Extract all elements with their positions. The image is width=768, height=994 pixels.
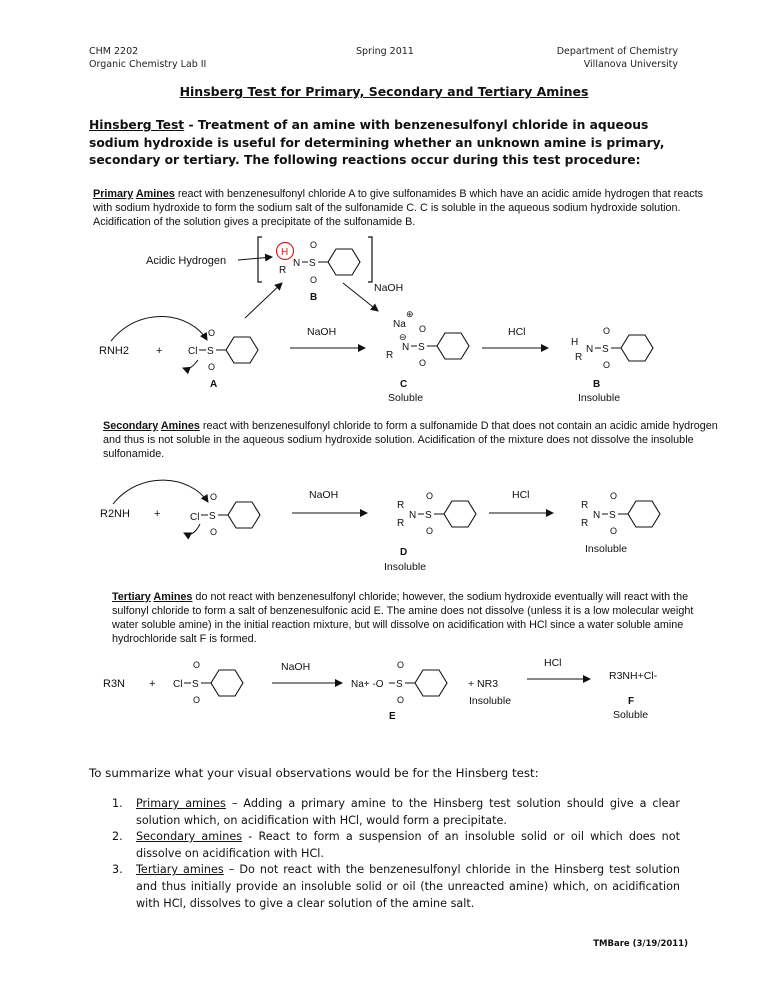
- list-text: - React to form a suspension of an insoluble solid or oil which does not dissolve on acidification with HCl.: [136, 830, 680, 860]
- label-a: A: [210, 379, 218, 390]
- s-atom: S: [209, 511, 216, 522]
- r-group: R: [386, 350, 394, 361]
- charge-plus: ⊕: [406, 309, 414, 319]
- summary-heading: To summarize what your visual observations would be for the Hinsberg test:: [89, 766, 539, 780]
- r-group: R: [581, 518, 589, 529]
- s-atom: S: [396, 679, 403, 690]
- o-atom: O: [426, 526, 434, 536]
- department: Department of Chemistry: [556, 46, 678, 57]
- r3nh-cl: R3NH+Cl-: [609, 670, 658, 682]
- o-atom: O: [397, 660, 405, 670]
- course-name: Organic Chemistry Lab II: [89, 59, 207, 70]
- benzene-ring: [228, 502, 260, 528]
- cl-atom: Cl: [190, 512, 200, 523]
- insoluble-label: Insoluble: [585, 543, 628, 555]
- hcl-label: HCl: [512, 489, 530, 501]
- tertiary-scheme: [103, 657, 658, 722]
- hcl-label: HCl: [508, 326, 526, 338]
- benzene-ring: [628, 501, 660, 527]
- label-d: D: [400, 547, 408, 558]
- primary-word1: Primary: [93, 188, 134, 200]
- secondary-scheme: [100, 480, 660, 573]
- list-item: [112, 796, 680, 829]
- nr3: + NR3: [468, 678, 499, 690]
- o-atom: O: [210, 492, 218, 502]
- intro-term: Hinsberg Test: [89, 118, 185, 132]
- benzene-ring: [444, 501, 476, 527]
- acidic-hydrogen-label: Acidic Hydrogen: [146, 255, 227, 267]
- o-atom: O: [610, 526, 618, 536]
- o-atom: O: [208, 362, 216, 372]
- hcl-label: HCl: [544, 657, 562, 669]
- h-atom: H: [571, 337, 579, 348]
- naoh-label: NaOH: [281, 661, 311, 673]
- label-f: F: [628, 696, 635, 707]
- secondary-word2: Amines: [160, 420, 200, 432]
- r-group: R: [397, 500, 405, 511]
- naoh-label: NaOH: [374, 282, 404, 294]
- plus: +: [156, 345, 163, 357]
- tertiary-word2: Amines: [153, 591, 193, 603]
- r-group: R: [575, 352, 583, 363]
- list-term: Primary amines: [136, 797, 226, 810]
- benzene-ring: [211, 670, 243, 696]
- benzene-ring: [415, 670, 447, 696]
- na-o: Na+ -O: [351, 679, 384, 690]
- insoluble-label: Insoluble: [384, 561, 427, 573]
- label-e: E: [389, 711, 396, 722]
- o-atom: O: [419, 358, 427, 368]
- o-atom: O: [193, 695, 201, 705]
- term: Spring 2011: [356, 46, 414, 57]
- list-text: – Do not react with the benzenesulfonyl chloride in the Hinsberg test solution and thus initially provide an insoluble solid or oil (the unreacted amine) which, on acidification with HCl, dissolves to give a clear solution of the amine salt.: [136, 863, 680, 910]
- primary-word2: Amines: [135, 188, 175, 200]
- list-number: 1.: [112, 797, 123, 810]
- primary-text: react with benzenesulfonyl chloride A to give sulfonamides B which have an acidic amide hydrogen that reacts with sodium hydroxide to form the sodium salt of the sulfonamide C. C is soluble in the aqueous sodium hydroxide solution. Acidification of the solution gives a precipitate of the sulfonamide B.: [93, 188, 703, 228]
- label-c: C: [400, 379, 408, 390]
- label-b: B: [310, 292, 318, 303]
- o-atom: O: [397, 695, 405, 705]
- summary-list: [112, 796, 680, 912]
- label-b: B: [593, 379, 601, 390]
- soluble-label: Soluble: [613, 709, 649, 721]
- rnh2: RNH2: [99, 345, 129, 357]
- insoluble-label: Insoluble: [469, 695, 512, 707]
- n-atom: N: [402, 342, 410, 353]
- o-atom: O: [603, 326, 611, 336]
- list-item: [112, 862, 680, 912]
- o-atom: O: [208, 328, 216, 338]
- n-atom: N: [586, 344, 594, 355]
- o-atom: O: [193, 660, 201, 670]
- footer-signature: TMBare (3/19/2011): [593, 939, 688, 949]
- page-title: Hinsberg Test for Primary, Secondary and Tertiary Amines: [179, 84, 589, 99]
- cl-atom: Cl: [173, 679, 183, 690]
- o-atom: O: [210, 527, 218, 537]
- plus: +: [154, 508, 161, 520]
- intro-text: - Treatment of an amine with benzenesulfonyl chloride in aqueous sodium hydroxide is useful for determining whether an unknown amine is primary, secondary or tertiary. The following reactions occur during this test procedure:: [89, 118, 665, 167]
- s-atom: S: [207, 346, 214, 357]
- course-code: CHM 2202: [89, 46, 139, 57]
- plus: +: [149, 678, 156, 690]
- tertiary-word1: Tertiary: [112, 591, 151, 603]
- o-atom: O: [603, 360, 611, 370]
- o-atom: O: [419, 324, 427, 334]
- s-atom: S: [602, 344, 609, 355]
- h-atom: H: [281, 247, 289, 258]
- naoh-label: NaOH: [309, 489, 339, 501]
- r3n: R3N: [103, 678, 126, 690]
- na-atom: Na: [393, 319, 406, 330]
- primary-scheme: [99, 237, 653, 404]
- s-atom: S: [425, 510, 432, 521]
- n-atom: N: [409, 510, 417, 521]
- list-text: – Adding a primary amine to the Hinsberg test solution should give a clear solution which, on acidification with HCl, would form a precipitate.: [136, 797, 681, 827]
- s-atom: S: [192, 679, 199, 690]
- university: Villanova University: [583, 59, 678, 70]
- list-term: Secondary amines: [136, 830, 243, 844]
- charge-minus: ⊖: [399, 332, 407, 342]
- r-group: R: [581, 500, 589, 511]
- o-atom: O: [310, 275, 318, 285]
- benzene-ring: [226, 337, 258, 363]
- list-number: 3.: [112, 863, 123, 877]
- benzene-ring: [437, 333, 469, 359]
- tertiary-text: do not react with benzenesulfonyl chloride; however, the sodium hydroxide eventually will react with the sulfonyl chloride to form a salt of benzenesulfonic acid E. The amine does not dissolve (unless it is a low molecular weight water soluble amine) in the initial reaction mixture, but will dissolve on acidification with HCl since a water soluble amine hydrochloride salt F is formed.: [112, 591, 694, 645]
- s-atom: S: [418, 342, 425, 353]
- o-atom: O: [610, 491, 618, 501]
- r-group: R: [397, 518, 405, 529]
- r-group: R: [279, 265, 287, 276]
- benzene-ring: [621, 335, 653, 361]
- o-atom: O: [426, 491, 434, 501]
- n-atom: N: [293, 258, 301, 269]
- r2nh: R2NH: [100, 508, 130, 520]
- benzene-ring: [328, 249, 360, 275]
- s-atom: S: [309, 258, 316, 269]
- insoluble-label: Insoluble: [578, 392, 621, 404]
- list-item: [112, 829, 680, 862]
- secondary-word1: Secondary: [103, 420, 159, 432]
- s-atom: S: [609, 510, 616, 521]
- list-term: Tertiary amines: [136, 863, 224, 877]
- soluble-label: Soluble: [388, 392, 424, 404]
- secondary-text: react with benzenesulfonyl chloride to form a sulfonamide D that does not contain an acidic amide hydrogen and thus is not soluble in the aqueous sodium hydroxide solution. Acidification of the mixture does not dissolve the insoluble sulfonamide.: [103, 420, 718, 460]
- cl-atom: Cl: [188, 346, 198, 357]
- n-atom: N: [593, 510, 601, 521]
- naoh-label: NaOH: [307, 326, 337, 338]
- list-number: 2.: [112, 830, 123, 844]
- o-atom: O: [310, 240, 318, 250]
